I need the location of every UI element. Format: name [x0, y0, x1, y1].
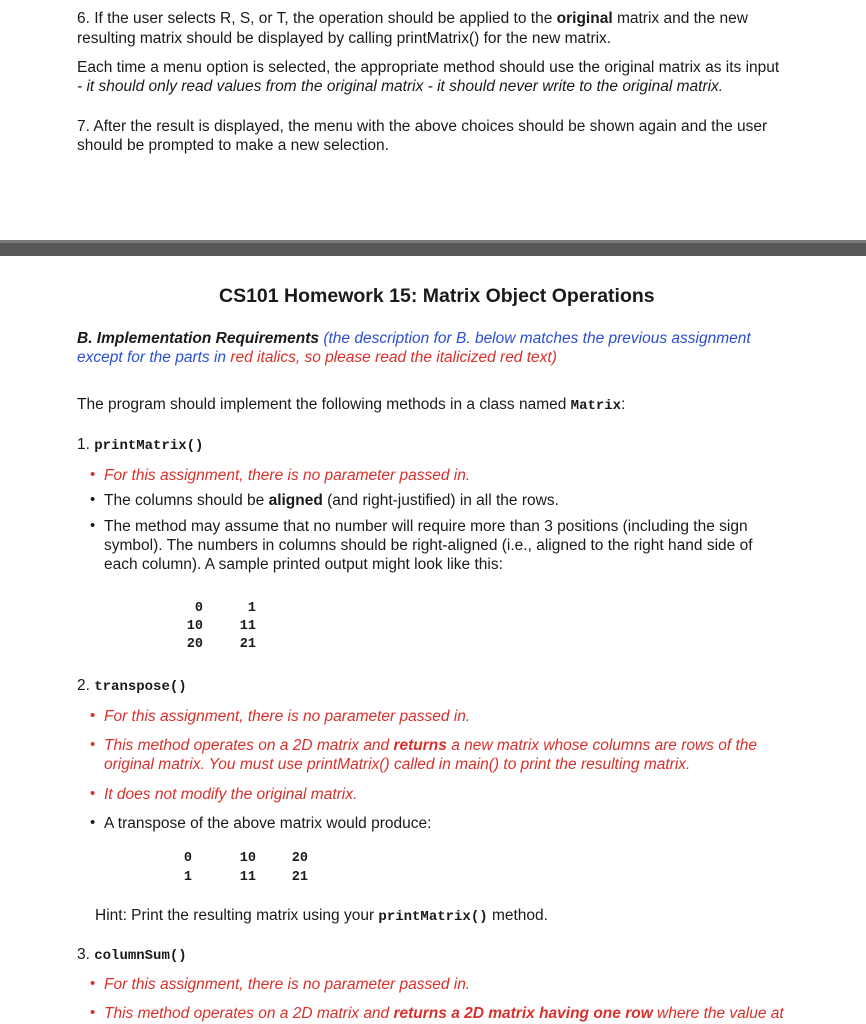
bullet-icon: •: [90, 466, 96, 483]
page-one-bottom: [0, 0, 866, 240]
matrix-cell: 11: [239, 619, 256, 634]
hint-text: Hint: Print the resulting matrix using your printMatrix() method.: [95, 907, 548, 925]
method-2-bullet-3: It does not modify the original matrix.: [104, 786, 358, 803]
page-two: [0, 256, 866, 1024]
method-2-heading: 2. transpose(): [77, 677, 187, 695]
item-7-line-1: 7. After the result is displayed, the menu with the above choices should be shown again and the user: [77, 118, 768, 135]
each-time-line-1: Each time a menu option is selected, the appropriate method should use the original matrix as its input: [77, 59, 780, 76]
method-1-bullet-2: The columns should be aligned (and right-justified) in all the rows.: [104, 492, 559, 509]
item-7-line-2: should be prompted to make a new selection.: [77, 137, 389, 154]
page-separator: [0, 240, 866, 256]
program-intro: The program should implement the following methods in a class named Matrix:: [77, 396, 626, 414]
requirements-heading: B. Implementation Requirements (the description for B. below matches the previous assignment: [77, 330, 751, 347]
matrix-cell: 11: [239, 870, 256, 885]
item-6-line-1: 6. If the user selects R, S, or T, the operation should be applied to the original matrix and the new: [77, 10, 748, 27]
method-3-bullet-2: This method operates on a 2D matrix and returns a 2D matrix having one row where the value at: [104, 1005, 784, 1022]
matrix-cell: 0: [194, 601, 203, 616]
matrix-cell: 0: [183, 851, 192, 866]
method-2-bullet-2-line-1: This method operates on a 2D matrix and returns a new matrix whose columns are rows of the: [104, 737, 758, 754]
matrix-cell: 10: [186, 619, 203, 634]
bullet-icon: •: [90, 491, 96, 508]
matrix-cell: 1: [183, 870, 192, 885]
bullet-icon: •: [90, 1004, 96, 1021]
matrix-cell: 10: [239, 851, 256, 866]
method-1-bullet-3-line-2: symbol). The numbers in columns should be right-aligned (i.e., aligned to the right hand side of: [104, 537, 753, 554]
bullet-icon: •: [90, 785, 96, 802]
method-2-bullet-1: For this assignment, there is no parameter passed in.: [104, 708, 471, 725]
method-1-bullet-3-line-1: The method may assume that no number will require more than 3 positions (including the sign: [104, 518, 748, 535]
bullet-icon: •: [90, 517, 96, 534]
bullet-icon: •: [90, 707, 96, 724]
matrix-cell: 20: [291, 851, 308, 866]
method-3-bullet-1: For this assignment, there is no parameter passed in.: [104, 976, 471, 993]
requirements-note: except for the parts in red italics, so please read the italicized red text): [77, 349, 557, 366]
bullet-icon: •: [90, 814, 96, 831]
method-3-heading: 3. columnSum(): [77, 946, 187, 964]
matrix-cell: 21: [239, 637, 256, 652]
matrix-cell: 20: [186, 637, 203, 652]
method-1-bullet-1: For this assignment, there is no parameter passed in.: [104, 467, 471, 484]
transposed-matrix: [170, 850, 320, 888]
bullet-icon: •: [90, 975, 96, 992]
bullet-icon: •: [90, 736, 96, 753]
matrix-cell: 1: [247, 601, 256, 616]
matrix-cell: 21: [291, 870, 308, 885]
method-2-bullet-4: A transpose of the above matrix would produce:: [104, 815, 432, 832]
page-title: CS101 Homework 15: Matrix Object Operations: [219, 285, 655, 307]
item-6-line-2: resulting matrix should be displayed by calling printMatrix() for the new matrix.: [77, 30, 612, 47]
each-time-line-2: - it should only read values from the original matrix - it should never write to the original matrix.: [77, 78, 724, 95]
method-2-bullet-2-line-2: original matrix. You must use printMatrix() called in main() to print the resulting matrix.: [104, 756, 691, 773]
method-1-bullet-3-line-3: each column). A sample printed output might look like this:: [104, 556, 503, 573]
method-1-heading: 1. printMatrix(): [77, 436, 204, 454]
